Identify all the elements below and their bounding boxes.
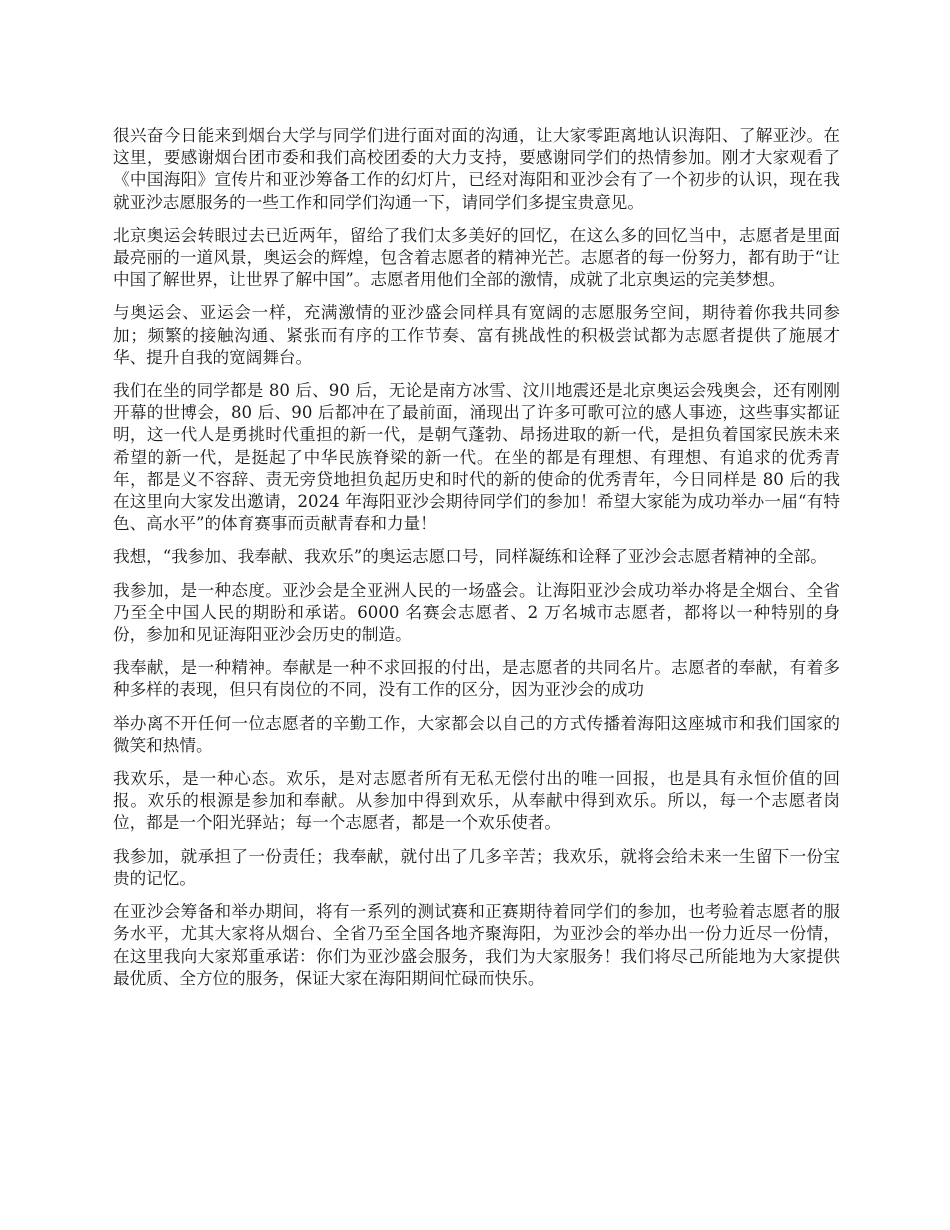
paragraph-joy: 我欢乐，是一种心态。欢乐，是对志愿者所有无私无偿付出的唯一回报，也是具有永恒价值的回报。欢乐的根源是参加和奉献。从参加中得到欢乐，从奉献中得到欢乐。所以，每一个志愿者岗位，都是一个阳光驿站；每一个志愿者，都是一个欢乐使者。 — [113, 769, 840, 833]
paragraph-dedicate-continued: 举办离不开任何一位志愿者的辛勤工作，大家都会以自己的方式传播着海阳这座城市和我们国家的微笑和热情。 — [113, 713, 840, 755]
paragraph-intro: 很兴奋今日能来到烟台大学与同学们进行面对面的沟通，让大家零距离地认识海阳、了解亚沙。在这里，要感谢烟台团市委和我们高校团委的大力支持，要感谢同学们的热情参加。刚才大家观看了《中国海阳》宣传片和亚沙筹备工作的幻灯片，已经对海阳和亚沙会有了一个初步的认识，现在我就亚沙志愿服务的一些工作和同学们沟通一下，请同学们多提宝贵意见。 — [113, 126, 840, 212]
paragraph-generation: 我们在坐的同学都是 80 后、90 后，无论是南方冰雪、汶川地震还是北京奥运会残奥会，还有刚刚开幕的世博会，80 后、90 后都冲在了最前面，涌现出了许多可歌可泣的感人事迹，这些事实都证明，这一代人是勇挑时代重担的新一代，是朝气蓬勃、昂扬进取的新一代，是担负着国家民族未来希望的新一代，是挺起了中华民族脊梁的新一代。在坐的都是有理想、有理想、有追求的优秀青年，都是义不容辞、责无旁贷地担负起历史和时代的新的使命的优秀青年，今日同样是 80 后的我在这里向大家发出邀请，2024 年海阳亚沙会期待同学们的参加！希望大家能为成功举办一届“有特色、高水平”的体育赛事而贡献青春和力量！ — [113, 381, 840, 534]
paragraph-closing: 在亚沙会筹备和举办期间，将有一系列的测试赛和正赛期待着同学们的参加，也考验着志愿者的服务水平，尤其大家将从烟台、全省乃至全国各地齐聚海阳，为亚沙会的举办出一份力近尽一份情，在这里我向大家郑重承诺：你们为亚沙盛会服务，我们为大家服务！我们将尽己所能地为大家提供最优质、全方位的服务，保证大家在海阳期间忙碌而快乐。 — [113, 902, 840, 988]
paragraph-asian-beach-games: 与奥运会、亚运会一样，充满激情的亚沙盛会同样具有宽阔的志愿服务空间，期待着你我共同参加；频繁的接触沟通、紧张而有序的工作节奏、富有挑战性的积极尝试都为志愿者提供了施展才华、提升自我的宽阔舞台。 — [113, 303, 840, 367]
paragraph-participate: 我参加，是一种态度。亚沙会是全亚洲人民的一场盛会。让海阳亚沙会成功举办将是全烟台、全省乃至全中国人民的期盼和承诺。6000 名赛会志愿者、2 万名城市志愿者，都将以一种特别的身份，参加和见证海阳亚沙会历史的制造。 — [113, 580, 840, 645]
document-body — [113, 125, 840, 1001]
paragraph-dedicate: 我奉献，是一种精神。奉献是一种不求回报的付出，是志愿者的共同名片。志愿者的奉献，有着多种多样的表现，但只有岗位的不同，没有工作的区分，因为亚沙会的成功 — [113, 658, 840, 700]
paragraph-slogan: 我想，“我参加、我奉献、我欢乐”的奥运志愿口号，同样凝练和诠释了亚沙会志愿者精神的全部。 — [113, 547, 827, 567]
paragraph-beijing-olympics: 北京奥运会转眼过去已近两年，留给了我们太多美好的回忆，在这么多的回忆当中，志愿者是里面最亮丽的一道风景，奥运会的辉煌，包含着志愿者的精神光芒。志愿者的每一份努力，都有助于“让中国了解世界，让世界了解中国”。志愿者用他们全部的激情，成就了北京奥运的完美梦想。 — [113, 225, 840, 290]
paragraph-summary: 我参加，就承担了一份责任；我奉献，就付出了几多辛苦；我欢乐，就将会给未来一生留下一份宝贵的记忆。 — [113, 846, 840, 888]
